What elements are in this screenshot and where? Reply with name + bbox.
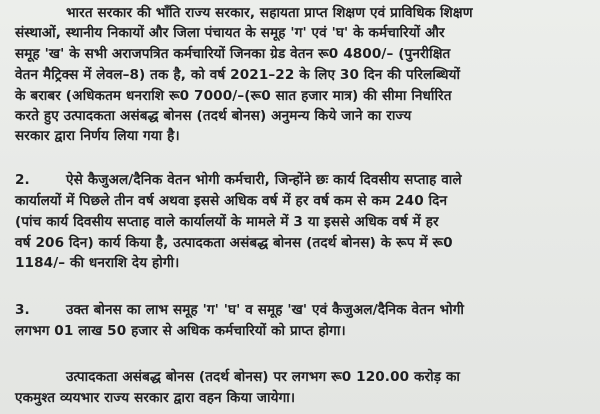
paragraph-3-line: लगभग 01 लाख 50 हजार से अधिक कर्मचारियों को प्राप्त होगा। bbox=[15, 323, 346, 339]
paragraph-4-line: एकमुश्त व्ययभार राज्य सरकार द्वारा वहन किया जायेगा। bbox=[15, 390, 296, 406]
paragraph-1-line: संस्थाओं, स्थानीय निकायों और जिला पंचायत के समूह 'ग' एवं 'घ' के कर्मचारियों और bbox=[15, 25, 445, 41]
paragraph-1-line: भारत सरकार की भाँति राज्य सरकार, सहायता प्राप्त शिक्षण एवं प्राविधिक शिक्षण bbox=[66, 5, 473, 21]
paragraph-2-line: वर्ष 206 दिन) कार्य किया है, उत्पादकता असंबद्ध बोनस (तदर्थ बोनस) के रूप में रू0 bbox=[15, 235, 453, 251]
paragraph-4-line: उत्पादकता असंबद्ध बोनस (तदर्थ बोनस) पर लगभग रू0 120.00 करोड़ का bbox=[66, 369, 461, 385]
paragraph-number: 3. bbox=[15, 302, 30, 318]
paragraph-1-line: करते हुए उत्पादकता असंबद्ध बोनस (तदर्थ बोनस) अनुमन्य किये जाने का राज्य bbox=[15, 108, 412, 124]
paragraph-1-line: सरकार द्वारा निर्णय लिया गया है। bbox=[15, 128, 180, 144]
paragraph-2-line: 1184/– की धनराशि देय होगी। bbox=[15, 255, 180, 271]
paragraph-2-line: ऐसे कैजुअल/दैनिक वेतन भोगी कर्मचारी, जिन्होंने छः कार्य दिवसीय सप्ताह वाले bbox=[66, 172, 462, 188]
paragraph-1-line: के बराबर (अधिकतम धनराशि रू0 7000/–(रू0 सात हजार मात्र) की सीमा निर्धारित bbox=[15, 88, 452, 104]
paragraph-number: 2. bbox=[15, 172, 30, 188]
paragraph-3-line: उक्त बोनस का लाभ समूह 'ग' 'घ' व समूह 'ख' एवं कैजुअल/दैनिक वेतन भोगी bbox=[66, 302, 464, 318]
paragraph-1-line: वेतन मैट्रिक्स में लेवल–8) तक है, को वर्ष 2021–22 के लिए 30 दिन की परिलब्धियों bbox=[15, 67, 461, 83]
paragraph-1-line: समूह 'ख' के सभी अराजपत्रित कर्मचारियों जिनका ग्रेड वेतन रू0 4800/– (पुनरीक्षित bbox=[15, 46, 451, 62]
paragraph-2-line: (पांच कार्य दिवसीय सप्ताह वाले कार्यालयों के मामले में 3 या इससे अधिक वर्ष में हर bbox=[15, 214, 439, 230]
paragraph-2-line: कार्यालयों में पिछले तीन वर्ष अथवा इससे अधिक वर्ष में हर वर्ष कम से कम 240 दिन bbox=[15, 193, 448, 209]
